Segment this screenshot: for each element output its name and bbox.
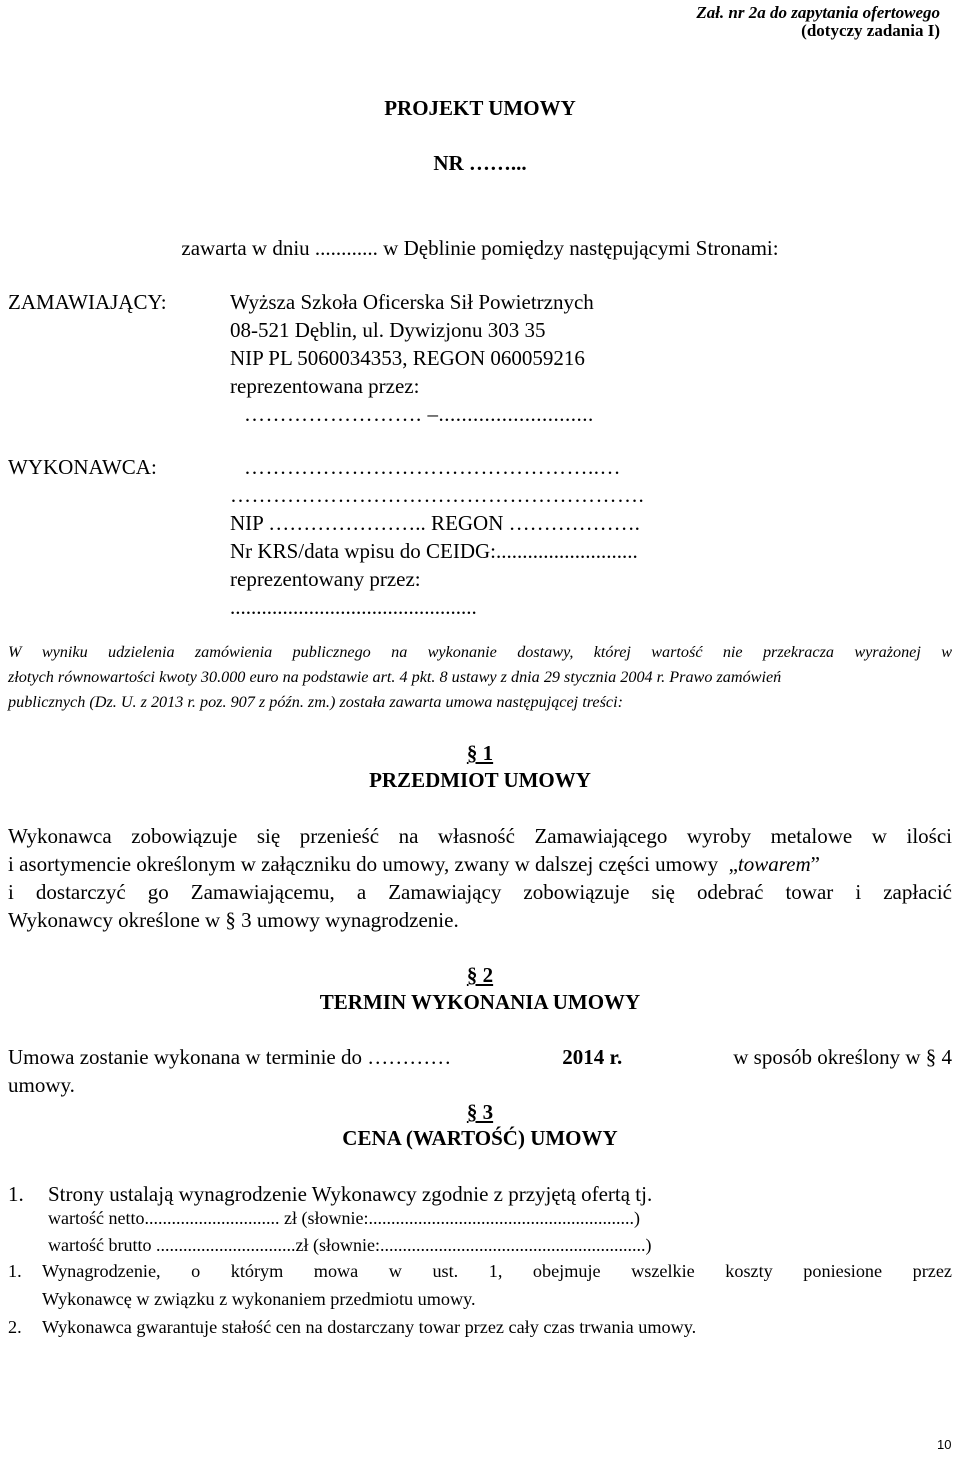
attachment-subnote: (dotyczy zadania I) xyxy=(801,21,940,40)
section-text-line: i asortymencie określonym w załączniku do umowy, zwany w dalszej części umowy „towarem” xyxy=(8,852,820,876)
wykonawca-line: NIP ………………….. REGON ………………. xyxy=(230,511,640,535)
section-text-line: Wykonawca zobowiązuje się przenieść na własność Zamawiającego wyroby metalowe w ilości xyxy=(8,824,952,848)
zamawiajacy-representative: ……………………. –........................... xyxy=(244,402,594,426)
item-text: Wykonawca gwarantuje stałość cen na dostarczany towar przez cały czas trwania umowy. xyxy=(42,1317,697,1337)
item-text: Wykonawcę w związku z wykonaniem przedmiotu umowy. xyxy=(42,1289,476,1309)
section-text: i asortymencie określonym w załączniku do umowy, zwany w dalszej części umowy xyxy=(8,852,719,876)
document-title: PROJEKT UMOWY xyxy=(384,96,576,120)
wykonawca-label: WYKONAWCA: xyxy=(8,455,157,479)
wykonawca-line: Nr KRS/data wpisu do CEIDG:........................... xyxy=(230,539,638,563)
contract-number: NR ……... xyxy=(433,151,527,175)
term-year: 2014 r. xyxy=(562,1045,623,1069)
section-heading: TERMIN WYKONANIA UMOWY xyxy=(319,990,641,1014)
section-number: § 2 xyxy=(466,963,494,987)
preamble-line: W wyniku udzielenia zamówienia publicznego na wykonanie dostawy, której wartość nie przekracza wyrażonej w xyxy=(8,643,952,661)
section-text-line: i dostarczyć go Zamawiającemu, a Zamawiający zobowiązuje się odebrać towar i zapłacić xyxy=(8,880,952,904)
zamawiajacy-line: Wyższa Szkoła Oficerska Sił Powietrznych xyxy=(230,290,594,314)
term-text: Umowa zostanie wykonana w terminie do ………… xyxy=(8,1045,452,1069)
page-number: 10 xyxy=(937,1437,952,1452)
zamawiajacy-line: 08-521 Dęblin, ul. Dywizjonu 303 35 xyxy=(230,318,546,342)
section-text-line xyxy=(8,1045,952,1070)
preamble-line: publicznych (Dz. U. z 2013 r. poz. 907 z późn. zm.) została zawarta umowa następującej treści: xyxy=(8,693,623,711)
preamble-line: złotych równowartości kwoty 30.000 euro na podstawie art. 4 pkt. 8 ustawy z dnia 29 stycznia 2004 r. Prawo zamówień xyxy=(8,668,782,686)
wykonawca-line: reprezentowany przez: xyxy=(230,567,421,591)
section-heading: CENA (WARTOŚĆ) UMOWY xyxy=(342,1126,618,1150)
item-text: Strony ustalają wynagrodzenie Wykonawcy zgodnie z przyjętą ofertą tj. xyxy=(48,1182,653,1206)
wykonawca-representative: ............................................... xyxy=(230,595,477,619)
gross-value-line: wartość brutto ...............................zł (słownie:...........................................................) xyxy=(48,1235,652,1255)
section-text-line: Wykonawcy określone w § 3 umowy wynagrodzenie. xyxy=(8,908,459,932)
term-text-end: w sposób określony w § 4 xyxy=(733,1045,952,1069)
intro-line: zawarta w dniu ............ w Dęblinie pomiędzy następującymi Stronami: xyxy=(181,236,779,260)
wykonawca-line: …………………………………………………. xyxy=(230,483,645,507)
section-heading: PRZEDMIOT UMOWY xyxy=(369,768,591,792)
item-number: 1. xyxy=(8,1182,24,1206)
item-number: 1. xyxy=(8,1261,22,1281)
defined-term: towarem xyxy=(737,852,811,876)
zamawiajacy-line: reprezentowana przez: xyxy=(230,374,420,398)
attachment-note: Zał. nr 2a do zapytania ofertowego xyxy=(696,3,940,22)
zamawiajacy-line: NIP PL 5060034353, REGON 060059216 xyxy=(230,346,585,370)
zamawiajacy-label: ZAMAWIAJĄCY: xyxy=(8,290,167,314)
wykonawca-line: …………………………………………..… xyxy=(244,455,621,479)
section-number: § 3 xyxy=(466,1100,494,1124)
item-number: 2. xyxy=(8,1317,22,1337)
item-text: Wynagrodzenie, o którym mowa w ust. 1, obejmuje wszelkie koszty poniesione przez xyxy=(42,1261,952,1281)
net-value-line: wartość netto.............................. zł (słownie:...........................................................) xyxy=(48,1208,640,1228)
section-text-line: umowy. xyxy=(8,1073,75,1097)
section-number: § 1 xyxy=(466,741,494,765)
